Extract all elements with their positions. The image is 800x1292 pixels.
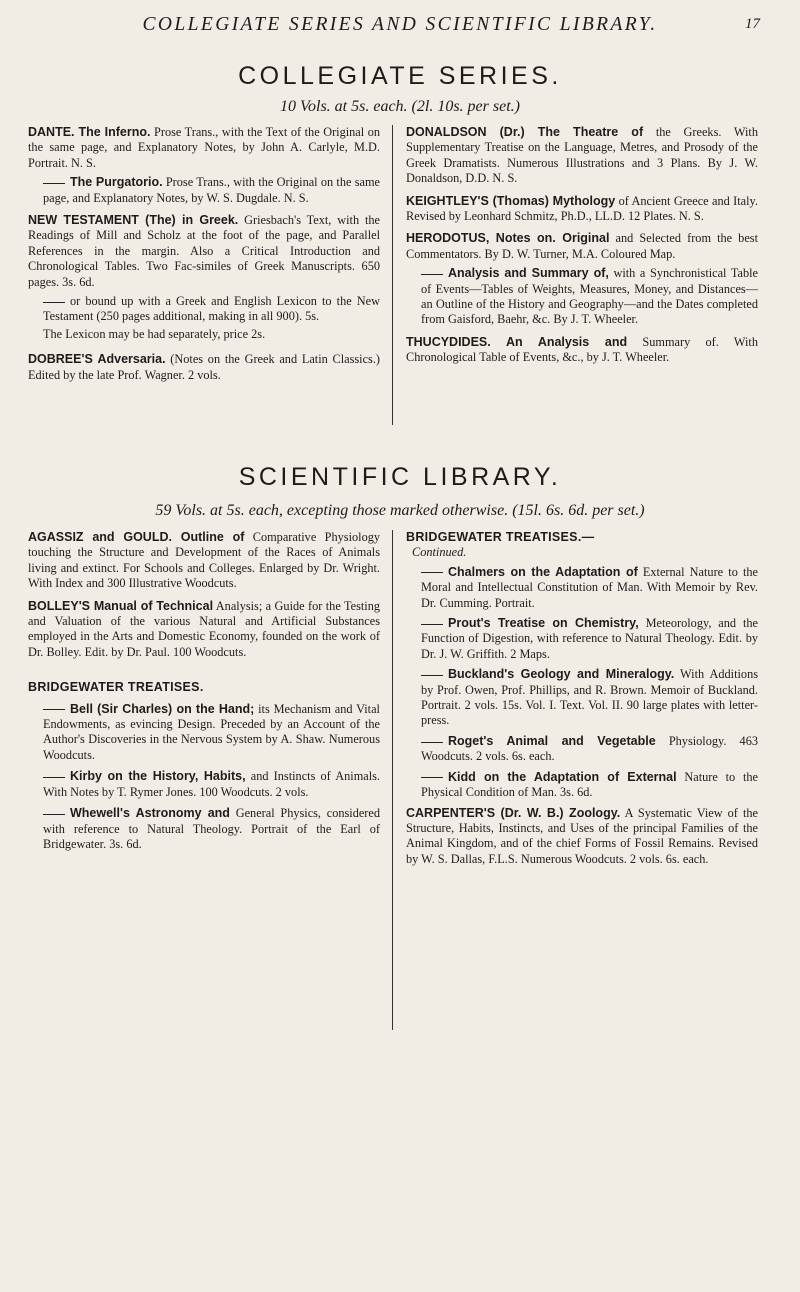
collegiate-right-column bbox=[406, 125, 758, 366]
entry-text: Prose Trans., with the Text of the Original on the same page, and Explanatory Notes, by John A. Carlyle, M.D. Portrait. N. S. bbox=[28, 125, 381, 170]
entry-title: THUCYDIDES. An Analysis and bbox=[406, 334, 628, 349]
entry-carpenter bbox=[406, 806, 758, 868]
ditto-dash bbox=[421, 572, 443, 573]
entry-title: DANTE. The Inferno. bbox=[28, 125, 151, 139]
entry-kidd bbox=[406, 770, 758, 801]
entry-bell bbox=[28, 702, 380, 764]
ditto-dash bbox=[421, 624, 443, 625]
ditto-dash bbox=[43, 814, 65, 815]
entry-text: Meteorology, and the Function of Digestion, with reference to Natural Theology. Edit. by Dr. J. W. Griffith. 2 Maps. bbox=[421, 616, 758, 661]
entry-text: General Physics, considered with reference to Natural Theology. Portrait of the Earl of Bridgewater. 3s. 6d. bbox=[43, 806, 381, 851]
entry-title: DONALDSON (Dr.) The Theatre of bbox=[406, 125, 644, 139]
entry-title: Chalmers on the Adaptation of bbox=[448, 564, 638, 579]
column-divider bbox=[392, 530, 393, 1030]
entry-title: AGASSIZ and GOULD. Outline of bbox=[28, 530, 245, 544]
entry-text: Analysis; a Guide for the Testing and Valuation of the various Natural and Artificial Substances employed in the Arts and Domestic Economy, founded on the work of Dr. Bolley. Edit. by Dr. Paul. 100 Woodcuts. bbox=[28, 598, 380, 659]
entry-new-testament-lexicon bbox=[28, 294, 380, 325]
entry-text: with a Synchronistical Table of Events—Tables of Weights, Measures, Money, and Distances—an Outline of the History and Geography—and the Dates completed from Gaisford, Baehr, &c. By J. T. Wheeler. bbox=[421, 266, 758, 327]
running-head-title: COLLEGIATE SERIES AND SCIENTIFIC LIBRARY. bbox=[142, 14, 658, 35]
entry-herodotus-notes bbox=[406, 231, 758, 262]
ditto-dash bbox=[43, 777, 65, 778]
scientific-subheading: 59 Vols. at 5s. each, excepting those marked otherwise. (15l. 6s. 6d. per set.) bbox=[155, 502, 645, 519]
entry-title: Prout's Treatise on Chemistry, bbox=[448, 616, 639, 631]
entry-title: CARPENTER'S (Dr. W. B.) Zoology. bbox=[406, 805, 621, 820]
scientific-right-column bbox=[406, 530, 758, 867]
ditto-dash bbox=[43, 709, 65, 710]
entry-text: and Selected from the best Commentators. By D. W. Turner, M.A. Coloured Map. bbox=[406, 231, 758, 261]
entry-text: A Systematic View of the Structure, Habits, Instincts, and Uses of the principal Families of the Animal Kingdom, and of the chief Forms of Fossil Remains. Revised by W. S. Dallas, F.L.S. Numerous Woodcuts. 2 vols. 6s. each. bbox=[406, 805, 758, 866]
entry-title: Bell (Sir Charles) on the Hand; bbox=[70, 701, 255, 716]
entry-dante-inferno bbox=[28, 125, 380, 171]
entry-title: Kidd on the Adaptation of External bbox=[448, 769, 677, 784]
entry-title: BOLLEY'S Manual of Technical bbox=[28, 598, 214, 613]
entry-text: its Mechanism and Vital Endowments, as evincing Design. Preceded by an Account of the Author's Discoveries in the Nervous System by A. Shaw. Numerous Woodcuts. bbox=[43, 701, 380, 762]
column-divider bbox=[392, 125, 393, 425]
entry-bridgewater-heading bbox=[28, 680, 380, 695]
entry-text: Prose Trans., with the Original on the same page, and Explanatory Notes, by W. S. Dugdale. N. S. bbox=[43, 175, 380, 205]
scientific-heading: SCIENTIFIC LIBRARY. bbox=[238, 463, 562, 491]
entry-title: Analysis and Summary of, bbox=[448, 266, 609, 281]
page-number: 17 bbox=[745, 16, 760, 32]
entry-text: External Nature to the Moral and Intellectual Constitution of Man. With Memoir by Rev. Dr. Cumming. Portrait. bbox=[421, 564, 758, 610]
ditto-dash bbox=[43, 183, 65, 184]
entry-thucydides bbox=[406, 335, 758, 366]
entry-text: With Additions by Prof. Owen, Prof. Phillips, and R. Brown. Memoir of Buckland. Portrait. 2 vols. 15s. Vol. I. Text. Vol. II. 90 large plates with letter-press. bbox=[421, 667, 758, 728]
entry-text: Physiology. 463 Woodcuts. 2 vols. 6s. each. bbox=[421, 733, 758, 764]
ditto-dash bbox=[421, 742, 443, 743]
entry-text: The Lexicon may be had separately, price 2s. bbox=[43, 326, 266, 341]
entry-bolley bbox=[28, 599, 380, 661]
entry-text: Griesbach's Text, with the Readings of Mill and Scholz at the foot of the page, and Parallel References in the margin. Also a Critical Introduction and Chronological Tables. Two Fac-similes of Greek Manuscripts. 650 pages. 3s. 6d. bbox=[28, 213, 381, 289]
entry-new-testament bbox=[28, 213, 380, 290]
entry-lexicon-note bbox=[28, 327, 380, 342]
entry-kirby bbox=[28, 769, 380, 800]
entry-text: of Ancient Greece and Italy. Revised by Leonhard Schmitz, Ph.D., LL.D. 12 Plates. N. S. bbox=[406, 193, 758, 224]
entry-herodotus-analysis bbox=[406, 266, 758, 328]
ditto-dash bbox=[421, 274, 443, 275]
entry-text: and Instincts of Animals. With Notes by T. Rymer Jones. 100 Woodcuts. 2 vols. bbox=[43, 769, 381, 799]
entry-prout bbox=[406, 616, 758, 662]
entry-roget bbox=[406, 734, 758, 765]
entry-bridgewater-continued bbox=[406, 530, 758, 561]
entry-title: Buckland's Geology and Mineralogy. bbox=[448, 667, 675, 682]
collegiate-left-column bbox=[28, 125, 380, 383]
ditto-dash bbox=[421, 777, 443, 778]
entry-title: The Purgatorio. bbox=[70, 175, 163, 190]
ditto-dash bbox=[43, 302, 65, 303]
entry-donaldson bbox=[406, 125, 758, 187]
entry-title: Roget's Animal and Vegetable bbox=[448, 733, 656, 748]
entry-text: Nature to the Physical Condition of Man. 3s. 6d. bbox=[421, 769, 758, 800]
scientific-left-column bbox=[28, 530, 380, 852]
entry-title: HERODOTUS, Notes on. Original bbox=[406, 231, 610, 246]
collegiate-subheading: 10 Vols. at 5s. each. (2l. 10s. per set.) bbox=[280, 98, 520, 115]
collegiate-heading: COLLEGIATE SERIES. bbox=[238, 62, 562, 90]
entry-text: Comparative Physiology touching the Structure and Development of the Races of Animals living and extinct. For Schools and Colleges. Enlarged by Dr. Wright. With Index and 300 Illustrative Woodcuts. bbox=[28, 530, 381, 591]
entry-text: or bound up with a Greek and English Lexicon to the New Testament (250 pages additional, making in all 900). 5s. bbox=[43, 294, 380, 324]
entry-whewell bbox=[28, 806, 380, 852]
entry-title: Whewell's Astronomy and bbox=[70, 806, 230, 821]
entry-title: BRIDGEWATER TREATISES. bbox=[28, 680, 204, 695]
entry-text: Summary of. With Chronological Table of Events, &c., by J. T. Wheeler. bbox=[406, 334, 758, 365]
running-head bbox=[30, 10, 770, 40]
entry-keightley bbox=[406, 194, 758, 225]
entry-title: NEW TESTAMENT (The) in Greek. bbox=[28, 213, 239, 228]
entry-title: KEIGHTLEY'S (Thomas) Mythology bbox=[406, 193, 616, 208]
entry-dante-purgatorio bbox=[28, 175, 380, 206]
entry-title: BRIDGEWATER TREATISES.— bbox=[406, 530, 595, 544]
entry-chalmers bbox=[406, 565, 758, 611]
entry-text: Continued. bbox=[412, 545, 467, 560]
entry-text: the Greeks. With Supplementary Treatise on the Language, Metres, and Prosody of the Greek Dramatists. Numerous Illustrations and 3 Plans. By J. W. Donaldson, D.D. N. S. bbox=[406, 125, 758, 186]
entry-title: DOBREE'S Adversaria. bbox=[28, 352, 166, 367]
entry-title: Kirby on the History, Habits, bbox=[70, 769, 246, 784]
entry-dobree bbox=[28, 352, 380, 383]
ditto-dash bbox=[421, 675, 443, 676]
entry-agassiz bbox=[28, 530, 380, 592]
entry-buckland bbox=[406, 667, 758, 729]
entry-text: (Notes on the Greek and Latin Classics.) Edited by the late Prof. Wagner. 2 vols. bbox=[28, 352, 380, 382]
